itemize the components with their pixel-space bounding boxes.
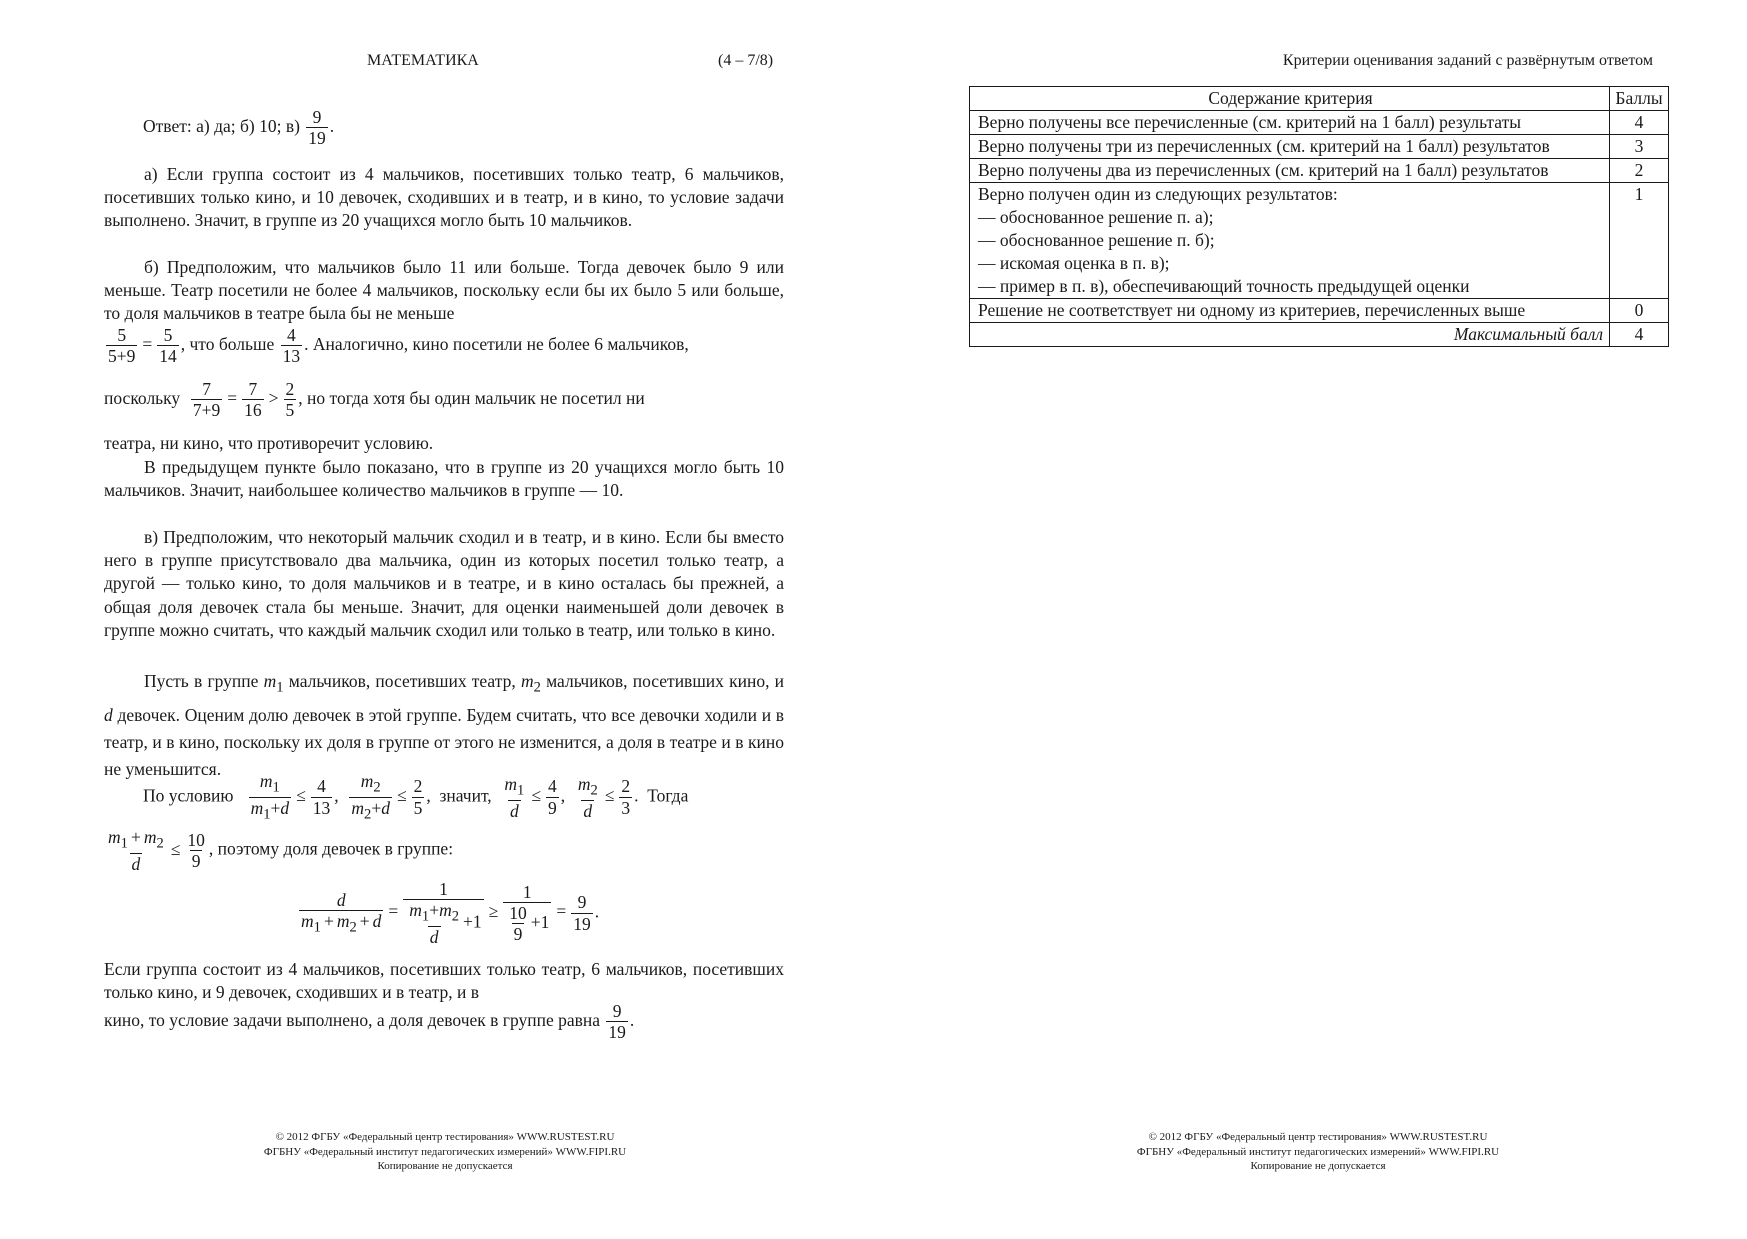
paragraph-final: Если группа состоит из 4 мальчиков, посетивших только театр, 6 мальчиков, посетивших только кино, и 9 девочек, сходивших и в театр, и в [104, 959, 784, 1003]
paragraph-c2: Пусть в группе $m_1$ мальчиков, посетивших театр, $m_2$ мальчиков, посетивших кино, и d девочек. Оценим долю девочек в этой группе. Будем считать, что все девочки ходили и в театр, и в кино, поскольку их доля в группе от этого не изменится, а доля в театре и в кино не уменьшится. [104, 671, 785, 779]
equation-b2: поскольку $\frac{7}{7+9}$ = $\frac{7}{16}$ > $\frac{2}{5}$ , но тогда хотя бы один мальчик не посетил ни [104, 379, 645, 421]
paragraph-c1: в) Предположим, что некоторый мальчик сходил и в театр, и в кино. Если бы вместо него в группе присутствовало два мальчика, один из которых посетил только театр, а другой — только кино, то доля мальчиков и в театре, и в кино осталась бы прежней, а общая доля девочек стала бы меньше. Значит, для оценки наименьшей доли девочек в группе можно считать, что каждый мальчик сходил или только в театр, или только в кино. [104, 527, 784, 640]
paragraph-b2: театра, ни кино, что противоречит условию. [104, 433, 434, 453]
left-footer: © 2012 ФГБУ «Федеральный центр тестирования» WWW.RUSTEST.RU ФГБНУ «Федеральный институт педагогических измерений» WWW.FIPI.RU Копирование не допускается [263, 1131, 627, 1172]
header-subject: МАТЕМАТИКА [367, 52, 479, 69]
equation-b1: $\frac{5}{5+9}$ = $\frac{5}{14}$ , что больше $\frac{4}{13}$ . Аналогично, кино посетили не более 6 мальчиков, [108, 325, 689, 367]
table-row: Верно получен один из следующих результатов: — обоснованное решение п. а); — обоснованное решение п. б); — искомая оценка в п. в); — пример в п. в), обеспечивающий точность предыдущей оценки 1 [970, 183, 1669, 299]
column-header-points: Баллы [1610, 87, 1669, 111]
header-code: (4 – 7/8) [718, 52, 774, 69]
criterion-item: — искомая оценка в п. в); [978, 253, 1170, 273]
criterion-item: — пример в п. в), обеспечивающий точность предыдущей оценки [978, 276, 1470, 296]
sum-line: $\frac{m_1 + m_2}{d}$ ≤ $\frac{10}{9}$ , поэтому доля девочек в группе: [108, 827, 454, 874]
answer-line: Ответ: а) да; б) 10; в) $\frac{9}{19}$ . [143, 107, 335, 149]
answer-fraction: $\frac{9}{19}$ [308, 107, 326, 149]
criterion-item: — обоснованное решение п. а); [978, 207, 1214, 227]
paragraph-a: а) Если группа состоит из 4 мальчиков, посетивших только театр, 6 мальчиков, посетивших только кино, и 10 девочек, сходивших и в театр, и в кино, то условие задачи выполнено. Значит, в группе из 20 учащихся могло быть 10 мальчиков. [104, 164, 784, 231]
right-footer: © 2012 ФГБУ «Федеральный центр тестирования» WWW.RUSTEST.RU ФГБНУ «Федеральный институт педагогических измерений» WWW.FIPI.RU Копирование не допускается [1136, 1131, 1500, 1172]
table-row: Верно получены все перечисленные (см. критерий на 1 балл) результаты 4 [970, 111, 1669, 135]
max-score-value: 4 [1610, 323, 1669, 347]
header-title: Критерии оценивания заданий с развёрнутым ответом [1282, 52, 1653, 69]
condition-line: По условию $\frac{m_1}{m_1+d}$ ≤ $\frac{4}{13}$ , $\frac{m_2}{m_2+d}$ ≤ $\frac{2}{5}$ , значит, $\frac{m_1}{d}$ ≤ $\frac{4}{9}$ , $\frac{m_2}{d}$ ≤ $\frac{2}{3}$ . Тогда [143, 771, 689, 823]
criteria-table [969, 86, 1669, 347]
table-row: Верно получены три из перечисленных (см. критерий на 1 балл) результатов 3 [970, 135, 1669, 159]
final-line: кино, то условие задачи выполнено, а доля девочек в группе равна $\frac{9}{19}$ . [104, 1001, 635, 1043]
criterion-item: — обоснованное решение п. б); [978, 230, 1215, 250]
paragraph-b1: б) Предположим, что мальчиков было 11 или больше. Тогда девочек было 9 или меньше. Театр посетили не более 4 мальчиков, поскольку если бы их было 5 или больше, то доля мальчиков в театре была бы не меньше [104, 257, 784, 324]
main-inequality: $\frac{d}{m_1 + m_2 + d}$ = 1 $\frac{m_1+m_2}{d}$ +1 ≥ 1 $\frac{10}{9}$ +1 = $\frac{9}{19}$ . [301, 879, 600, 948]
column-header-content: Содержание критерия [970, 87, 1610, 111]
right-page [873, 0, 1747, 1239]
table-header-row [970, 87, 1669, 111]
table-row: Верно получены два из перечисленных (см. критерий на 1 балл) результатов 2 [970, 159, 1669, 183]
paragraph-b3: В предыдущем пункте было показано, что в группе из 20 учащихся могло быть 10 мальчиков. Значит, наибольшее количество мальчиков в группе — 10. [104, 457, 784, 501]
max-score-label: Максимальный балл [970, 323, 1610, 347]
table-row: Решение не соответствует ни одному из критериев, перечисленных выше 0 [970, 299, 1669, 323]
left-page [0, 0, 873, 1239]
table-max-row [970, 323, 1669, 347]
